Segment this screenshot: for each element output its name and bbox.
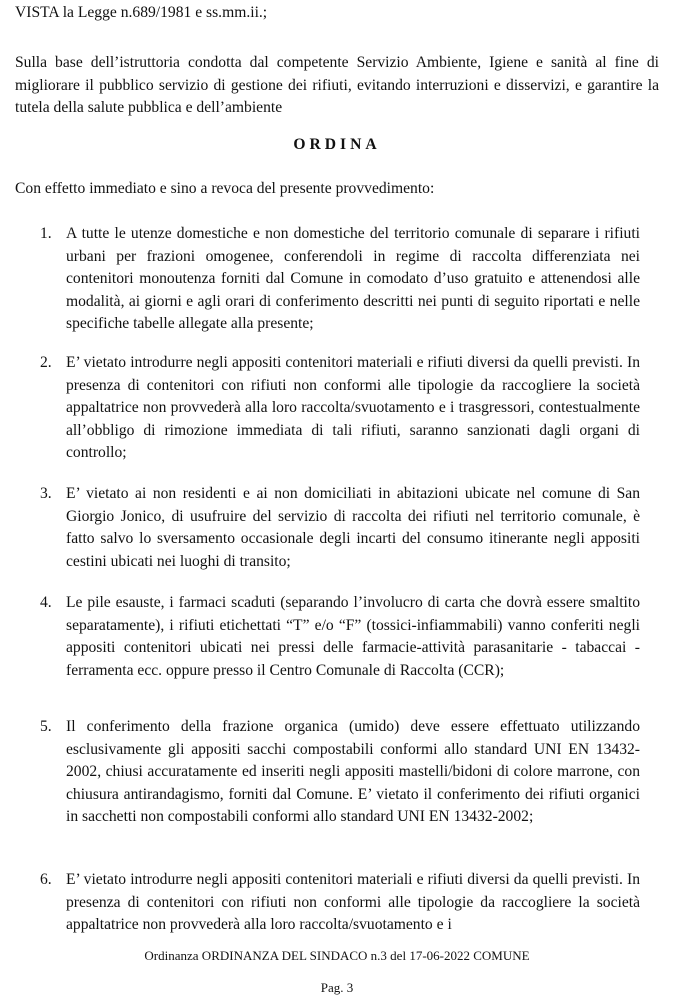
list-item-number: 3. xyxy=(40,485,52,502)
list-item-text: E’ vietato introdurre negli appositi contenitori materiali e rifiuti diversi da quelli previsti. In presenza di contenitori con rifiuti non conformi alle tipologie da raccogliere la società appaltatrice non provvederà alla loro raccolta/svuotamento e i xyxy=(66,871,640,933)
list-item xyxy=(40,592,640,682)
list-item xyxy=(40,869,640,937)
list-item xyxy=(40,223,640,336)
list-item-text: Le pile esauste, i farmaci scaduti (separando l’involucro di carta che dovrà essere smaltito separatamente), i rifiuti etichettati “T” e/o “F” (tossici-infiammabili) vanno conferiti negli appositi contenitori ubicati nei pressi delle farmacie-attività parasanitarie - tabaccai - ferramenta ecc. oppure presso il Centro Comunale di Raccolta (CCR); xyxy=(66,594,640,679)
list-item-text: E’ vietato introdurre negli appositi contenitori materiali e rifiuti diversi da quelli previsti. In presenza di contenitori con rifiuti non conformi alle tipologie da raccogliere la società appaltatrice non provvederà alla loro raccolta/svuotamento e i trasgressori, contestualmente all’obbligo di rimozione immediata di tali rifiuti, saranno sanzionati dagli organi di controllo; xyxy=(66,354,640,461)
list-item xyxy=(40,483,640,573)
list-item-number: 6. xyxy=(40,871,52,888)
list-item xyxy=(40,716,640,829)
list-item-number: 2. xyxy=(40,354,52,371)
list-item-text: Il conferimento della frazione organica (umido) deve essere effettuato utilizzando esclusivamente gli appositi sacchi compostabili conformi allo standard UNI EN 13432-2002, chiusi accuratamente ed inseriti negli appositi mastelli/bidoni di colore marrone, con chiusura antirandagismo, forniti dal Comune. E’ vietato il conferimento dei rifiuti organici in sacchetti non compostabili conformi allo standard UNI EN 13432-2002; xyxy=(66,718,640,825)
list-item xyxy=(40,352,640,465)
vista-line: VISTA la Legge n.689/1981 e ss.mm.ii.; xyxy=(15,4,268,21)
list-item-text: A tutte le utenze domestiche e non domestiche del territorio comunale di separare i rifiuti urbani per frazioni omogenee, conferendoli in regime di raccolta differenziata nei contenitori monoutenza forniti dal Comune in comodato d’uso gratuito e attenendosi alle modalità, ai giorni e agli orari di conferimento descritti nei punti di seguito riportati e nelle specifiche tabelle allegate alla presente; xyxy=(66,225,640,332)
list-item-number: 4. xyxy=(40,594,52,611)
preamble-paragraph: Sulla base dell’istruttoria condotta dal competente Servizio Ambiente, Igiene e sanità al fine di migliorare il pubblico servizio di gestione dei rifiuti, evitando interruzioni e disservizi, e garantire la tutela della salute pubblica e dell’ambiente xyxy=(15,54,659,116)
document-title: ORDINA xyxy=(293,136,381,153)
footer-ordinanza: Ordinanza ORDINANZA DEL SINDACO n.3 del 17-06-2022 COMUNE xyxy=(144,948,530,963)
list-item-number: 5. xyxy=(40,718,52,735)
intro-line: Con effetto immediato e sino a revoca del presente provvedimento: xyxy=(15,180,435,197)
list-item-number: 1. xyxy=(40,225,52,242)
list-item-text: E’ vietato ai non residenti e ai non domiciliati in abitazioni ubicate nel comune di San Giorgio Jonico, di usufruire del servizio di raccolta dei rifiuti nel territorio comunale, è fatto salvo lo sversamento occasionale degli incarti del consumo itinerante negli appositi cestini ubicati nei luoghi di transito; xyxy=(66,485,640,570)
footer-page-number: Pag. 3 xyxy=(320,980,354,995)
